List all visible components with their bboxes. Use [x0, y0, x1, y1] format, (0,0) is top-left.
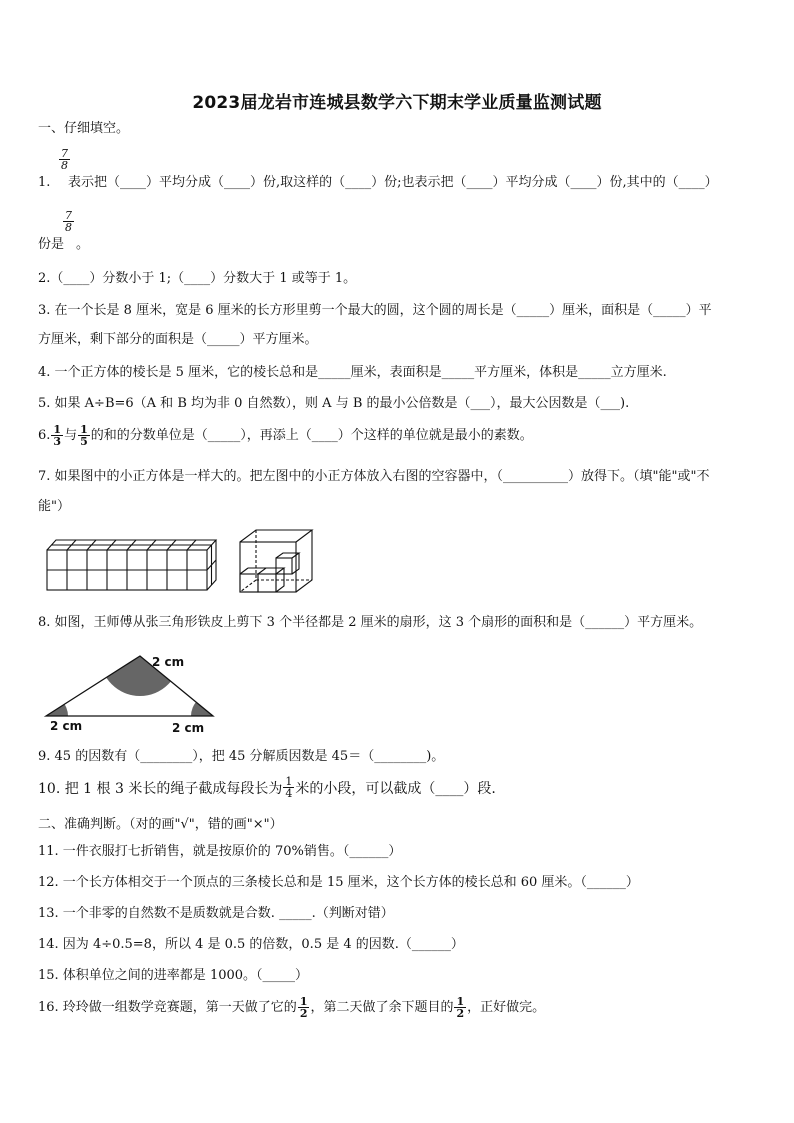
q1-number: 1. — [38, 175, 51, 190]
q3-line2: 方厘米，剩下部分的面积是（_____）平方厘米。 — [38, 332, 318, 347]
q8-triangle-figure — [40, 650, 230, 736]
q7-line1: 7. 如果图中的小正方体是一样大的。把左图中的小正方体放入右图的空容器中，（__________）放得下。（填"能"或"不 — [38, 469, 710, 484]
q12-text: 12. 一个长方体相交于一个顶点的三条棱长总和是 15 厘米，这个长方体的棱长总和 60 厘米。（______） — [38, 875, 639, 890]
q1-fraction-line2: $\frac{7}{8}$ — [65, 209, 72, 234]
q8-label-left: 2 cm — [50, 719, 83, 733]
q8-label-top: 2 cm — [152, 655, 185, 669]
q6-number: 6. — [38, 427, 51, 443]
q10-post: 米的小段，可以截成（____）段. — [295, 780, 496, 797]
q8-label-right: 2 cm — [172, 721, 205, 735]
q1-fraction-top — [58, 148, 71, 171]
q3-line1: 3. 在一个长是 8 厘米，宽是 6 厘米的长方形里剪一个最大的圆，这个圆的周长是（_____）厘米，面积是（_____）平 — [38, 303, 712, 318]
q16-pre: 16. 玲玲做一组数学竞赛题，第一天做了它的 — [38, 999, 297, 1015]
q6-mid: 与 — [64, 427, 78, 443]
q6-fraction-1-5: $\frac{1}{5}$ — [80, 423, 88, 448]
q6-text: 的和的分数单位是（_____），再添上（____）个这样的单位就是最小的素数。 — [90, 427, 533, 443]
q16-post: ，正好做完。 — [467, 999, 546, 1015]
q13-text: 13. 一个非零的自然数不是质数就是合数. _____.（判断对错） — [38, 906, 394, 921]
q16-mid: ，第二天做了余下题目的 — [310, 999, 454, 1015]
q6-line — [38, 424, 533, 447]
q16-line — [38, 996, 545, 1019]
q9-text: 9. 45 的因数有（________），把 45 分解质因数是 45＝（________)。 — [38, 749, 445, 764]
q14-text: 14. 因为 4÷0.5=8，所以 4 是 0.5 的倍数，0.5 是 4 的因数.（______） — [38, 937, 464, 952]
q4-text: 4. 一个正方体的棱长是 5 厘米，它的棱长总和是_____厘米，表面积是_____平方厘米，体积是_____立方厘米. — [38, 365, 667, 380]
q7-cube-stack-figure — [44, 528, 224, 594]
q2-text: 2.（____）分数小于 1;（____）分数大于 1 或等于 1。 — [38, 271, 357, 286]
page-title: 2023届龙岩市连城县数学六下期末学业质量监测试题 — [192, 93, 602, 113]
q7-container-figure — [236, 526, 318, 596]
q10-pre: 10. 把 1 根 3 米长的绳子截成每段长为 — [38, 780, 283, 797]
section-1-heading: 一、仔细填空。 — [38, 121, 130, 136]
q8-text: 8. 如图，王师傅从张三角形铁皮上剪下 3 个半径都是 2 厘米的扇形，这 3 个扇形的面积和是（______）平方厘米。 — [38, 615, 703, 630]
q15-text: 15. 体积单位之间的进率都是 1000。（_____） — [38, 968, 309, 983]
q10-line — [38, 776, 496, 799]
q11-text: 11. 一件衣服打七折销售，就是按原价的 70%销售。（______） — [38, 844, 402, 859]
q1-text: 表示把（____）平均分成（____）份,取这样的（____）份;也表示把（____）平均分成（____）份,其中的（____） — [68, 175, 718, 190]
q7-line2: 能"） — [38, 499, 70, 514]
q10-fraction-1-4: $\frac{1}{4}$ — [285, 775, 293, 800]
q1-fraction-7-8: $\frac{7}{8}$ — [61, 147, 68, 172]
q16-fraction-1-2-b: $\frac{1}{2}$ — [456, 995, 465, 1020]
q6-fraction-1-3: $\frac{1}{3}$ — [53, 423, 62, 448]
q16-fraction-1-2-a: $\frac{1}{2}$ — [299, 995, 308, 1020]
q5-text: 5. 如果 A÷B=6（A 和 B 均为非 0 自然数），则 A 与 B 的最小公倍数是（___），最大公因数是（___). — [38, 396, 630, 411]
q1-line2-post: 。 — [76, 237, 90, 252]
section-2-heading: 二、准确判断。（对的画"√"，错的画"×"） — [38, 817, 283, 832]
q1-line2-pre: 份是 — [38, 237, 65, 252]
